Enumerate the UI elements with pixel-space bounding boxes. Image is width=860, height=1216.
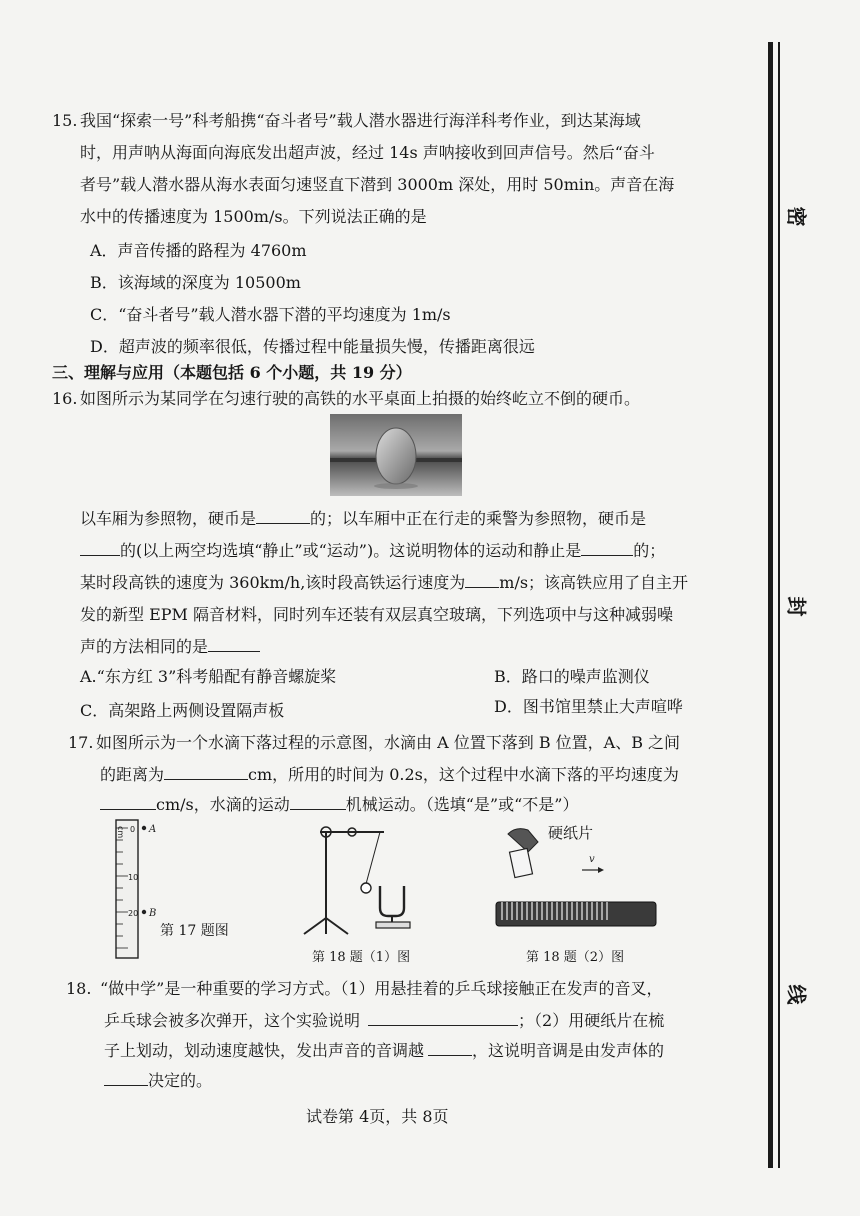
- coin-photo: [330, 414, 462, 496]
- q16-option-b: B．路口的噪声监测仪: [494, 667, 650, 686]
- q17-line2: [100, 764, 679, 786]
- q17-blank-3[interactable]: [290, 795, 346, 810]
- q16-line2-text-a: 的(以上两空均选填“静止”或“运动”)。这说明物体的运动和静止是: [120, 541, 582, 560]
- velocity-label: v: [589, 854, 595, 865]
- q17-line3-text-a: cm/s，水滴的运动: [156, 795, 290, 814]
- q16-line2-text-b: 的；: [633, 541, 666, 560]
- q16-blank-5[interactable]: [208, 637, 260, 652]
- q16-number: 16.: [52, 389, 78, 408]
- q17-blank-2[interactable]: [100, 795, 156, 810]
- q16-line5-text: 声的方法相同的是: [80, 637, 209, 656]
- q16-option-a: A.“东方红 3”科考船配有静音螺旋桨: [80, 667, 337, 686]
- q15-stem-line4: 水中的传播速度为 1500m/s。下列说法正确的是: [80, 207, 427, 226]
- q16-blank-1[interactable]: [256, 509, 310, 524]
- binding-rule-thin: [778, 42, 780, 1168]
- q17-line2-text-b: cm，所用的时间为 0.2s，这个过程中水滴下落的平均速度为: [248, 765, 679, 784]
- q16-blank-3[interactable]: [581, 541, 633, 556]
- figure-18-1-pendulum: [296, 822, 436, 938]
- figure-17-caption: 第 17 题图: [160, 923, 229, 939]
- q16-line1: [80, 508, 646, 530]
- drop-label-a: A: [149, 824, 157, 835]
- q16-line1-text-b: 的；以车厢中正在行走的乘警为参照物，硬币是: [310, 509, 647, 528]
- page-footer: 试卷第 4页，共 8页: [306, 1107, 449, 1126]
- ruler-tick-20: 20: [128, 909, 139, 918]
- q16-line3-text-b: m/s；该高铁应用了自主开: [499, 573, 689, 592]
- figure-18-2-caption: 第 18 题（2）图: [526, 950, 625, 965]
- q16-line4: 发的新型 EPM 隔音材料，同时列车还装有双层真空玻璃，下列选项中与这种减弱噪: [80, 605, 674, 624]
- ruler-unit-label: cm: [116, 826, 125, 839]
- q18-line2-text-a: 乒乓球会被多次弹开，这个实验说明: [104, 1011, 361, 1030]
- figure-18-1-caption: 第 18 题（1）图: [312, 950, 411, 965]
- card-label: 硬纸片: [548, 824, 594, 842]
- margin-char-mi: 密: [784, 206, 809, 227]
- q18-number: 18.: [66, 979, 92, 998]
- q18-line3-text-a: 子上划动，划动速度越快，发出声音的音调越: [104, 1041, 425, 1060]
- q16-intro: 如图所示为某同学在匀速行驶的高铁的水平桌面上拍摄的始终屹立不倒的硬币。: [80, 389, 641, 408]
- section-3-heading: 三、理解与应用（本题包括 6 个小题，共 19 分）: [52, 363, 412, 382]
- q18-line4: [104, 1070, 212, 1092]
- q18-line3: [104, 1040, 664, 1062]
- ruler-tick-10: 10: [128, 873, 139, 882]
- drop-label-b: B: [149, 908, 157, 919]
- q16-blank-4[interactable]: [465, 573, 499, 588]
- q18-line4-text: 决定的。: [148, 1071, 213, 1090]
- q15-option-b: B．该海域的深度为 10500m: [90, 273, 301, 292]
- ruler-tick-0: 0: [130, 825, 136, 834]
- q18-blank-1[interactable]: [368, 1011, 518, 1026]
- q17-blank-1[interactable]: [164, 765, 248, 780]
- q16-line3-text-a: 某时段高铁的速度为 360km/h,该时段高铁运行速度为: [80, 573, 466, 592]
- q15-option-c: C．“奋斗者号”载人潜水器下潜的平均速度为 1m/s: [90, 305, 451, 324]
- q17-line3-text-b: 机械运动。（选填“是”或“不是”）: [345, 795, 579, 814]
- q15-stem-line3: 者号”载人潜水器从海水表面匀速竖直下潜到 3000m 深处，用时 50min。声音在海: [80, 175, 675, 194]
- margin-char-feng: 封: [784, 596, 809, 617]
- q15-stem-line2: 时，用声呐从海面向海底发出超声波，经过 14s 声呐接收到回声信号。然后“奋斗: [80, 143, 655, 162]
- q18-blank-2[interactable]: [428, 1041, 472, 1056]
- q16-line2: [80, 540, 665, 562]
- q17-line1: 如图所示为一个水滴下落过程的示意图，水滴由 A 位置下落到 B 位置，A、B 之间: [96, 733, 681, 752]
- q18-line3-text-b: ，这说明音调是由发声体的: [472, 1041, 665, 1060]
- q16-line5: [80, 636, 260, 658]
- q18-line2-text-b: ；（2）用硬纸片在梳: [518, 1011, 665, 1030]
- q16-option-c: C．高架路上两侧设置隔声板: [80, 701, 285, 720]
- margin-char-xian: 线: [784, 984, 809, 1005]
- q18-line2: [104, 1010, 664, 1032]
- q15-number: 15.: [52, 111, 78, 130]
- q16-line3: [80, 572, 688, 594]
- q17-number: 17.: [68, 733, 94, 752]
- q15-option-d: D．超声波的频率很低，传播过程中能量损失慢，传播距离很远: [90, 337, 535, 356]
- q16-blank-2[interactable]: [80, 541, 120, 556]
- q17-line2-text-a: 的距离为: [100, 765, 165, 784]
- q18-blank-3[interactable]: [104, 1071, 148, 1086]
- q15-option-a: A．声音传播的路程为 4760m: [90, 241, 307, 260]
- q16-line1-text-a: 以车厢为参照物，硬币是: [80, 509, 257, 528]
- q16-option-d: D．图书馆里禁止大声喧哗: [494, 697, 683, 716]
- binding-rule-thick: [768, 42, 773, 1168]
- q17-line3: [100, 794, 578, 816]
- q15-stem-line1: 我国“探索一号”科考船携“奋斗者号”载人潜水器进行海洋科考作业，到达某海域: [80, 111, 641, 130]
- q18-line1: “做中学”是一种重要的学习方式。（1）用悬挂着的乒乓球接触正在发声的音叉，: [100, 979, 663, 998]
